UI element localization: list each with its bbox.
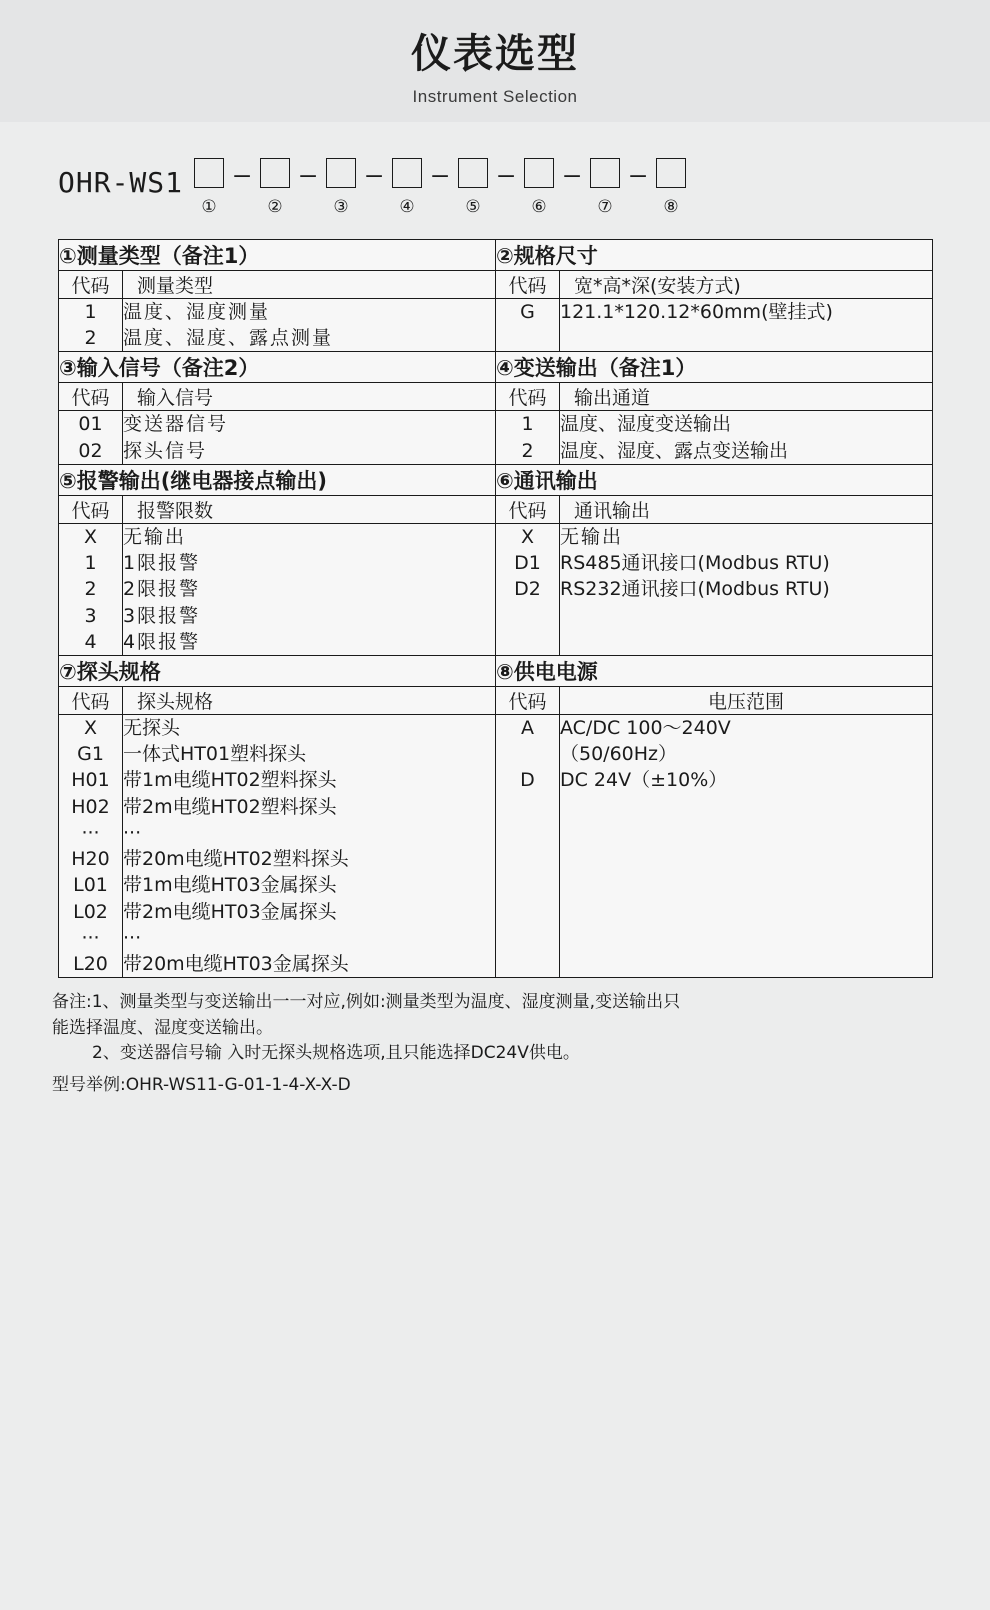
model-slot-number: ① (201, 197, 217, 217)
model-prefix: OHR-WS1 (58, 166, 184, 199)
code-list-7 (59, 714, 123, 977)
code-item: 2 (84, 327, 97, 350)
model-slot-box[interactable] (194, 158, 224, 188)
model-slot-box[interactable] (590, 158, 620, 188)
code-item: 4 (84, 630, 97, 653)
value-list-2 (560, 299, 933, 352)
code-item: 2 (84, 578, 97, 601)
table-row (59, 411, 933, 464)
section-title-5: ⑤报警输出(继电器接点输出) (59, 464, 496, 495)
table-row (59, 686, 933, 714)
code-list-3 (59, 411, 123, 464)
code-item: 1 (521, 413, 534, 436)
model-dash-7: – (630, 160, 646, 190)
model-dash-1: – (234, 160, 250, 190)
value-item: 温度、湿度、露点测量 (123, 327, 334, 350)
code-item: 01 (78, 413, 103, 436)
model-slot-2[interactable] (255, 158, 295, 217)
model-slot-number: ④ (399, 197, 415, 217)
value-list-4 (560, 411, 933, 464)
code-header-8: 代码 (496, 686, 560, 714)
page-subtitle: Instrument Selection (412, 87, 578, 106)
model-slot-1[interactable] (189, 158, 229, 217)
code-header-7: 代码 (59, 686, 123, 714)
code-item: D2 (514, 578, 541, 601)
code-item: 1 (84, 552, 97, 575)
value-header-3: 输入信号 (123, 383, 496, 411)
value-list-6 (560, 523, 933, 655)
value-list-1 (123, 299, 496, 352)
value-header-6: 通讯输出 (560, 495, 933, 523)
value-header-4: 输出通道 (560, 383, 933, 411)
model-example: 型号举例:OHR-WS11-G-01-1-4-X-X-D (52, 1074, 351, 1095)
value-item: 探头信号 (123, 439, 208, 462)
selection-table (58, 239, 933, 978)
value-item: 温度、湿度、露点变送输出 (560, 439, 789, 462)
value-item: DC 24V（±10%） (560, 769, 728, 792)
model-slot-box[interactable] (392, 158, 422, 188)
model-slot-6[interactable] (519, 158, 559, 217)
value-item: 4限报警 (123, 630, 201, 653)
model-slot-number: ② (267, 197, 283, 217)
code-item: 3 (84, 604, 97, 627)
model-slot-number: ⑤ (465, 197, 481, 217)
table-row (59, 271, 933, 299)
value-item: 带20m电缆HT03金属探头 (123, 952, 349, 975)
model-slot-7[interactable] (585, 158, 625, 217)
code-item: L02 (73, 900, 108, 923)
code-list-1 (59, 299, 123, 352)
page-title: 仪表选型 (411, 31, 579, 77)
value-item: RS485通讯接口(Modbus RTU) (560, 552, 830, 575)
code-header-1: 代码 (59, 271, 123, 299)
value-header-2: 宽*高*深(安装方式) (560, 271, 933, 299)
model-dash-2: – (300, 160, 316, 190)
value-header-1: 测量类型 (123, 271, 496, 299)
value-header-8: 电压范围 (560, 686, 933, 714)
model-slot-box[interactable] (656, 158, 686, 188)
code-list-2 (496, 299, 560, 352)
note-line-1: 备注:1、测量类型与变送输出一一对应,例如:测量类型为温度、湿度测量,变送输出只 (52, 992, 681, 1013)
value-header-7: 探头规格 (123, 686, 496, 714)
value-item: 带2m电缆HT02塑料探头 (123, 795, 337, 818)
model-slot-box[interactable] (524, 158, 554, 188)
section-title-8: ⑧供电电源 (496, 655, 933, 686)
value-item: 无输出 (560, 525, 624, 548)
value-item: 变送器信号 (123, 413, 229, 436)
model-slot-number: ⑧ (663, 197, 679, 217)
code-header-4: 代码 (496, 383, 560, 411)
code-header-6: 代码 (496, 495, 560, 523)
code-item: L20 (73, 952, 108, 975)
value-item: ··· (123, 821, 142, 844)
model-slot-3[interactable] (321, 158, 361, 217)
model-dash-3: – (366, 160, 382, 190)
note-line-2: 2、变送器信号输 入时无探头规格选项,且只能选择DC24V供电。 (92, 1043, 580, 1064)
value-item: 温度、湿度变送输出 (560, 413, 732, 436)
model-slot-box[interactable] (458, 158, 488, 188)
value-list-3 (123, 411, 496, 464)
table-row (59, 523, 933, 655)
code-item: 02 (78, 439, 103, 462)
value-item: 带1m电缆HT02塑料探头 (123, 769, 337, 792)
code-item: 2 (521, 439, 534, 462)
value-item: 1限报警 (123, 552, 201, 575)
code-item: H01 (71, 769, 110, 792)
code-list-4 (496, 411, 560, 464)
table-row (59, 383, 933, 411)
section-title-2: ②规格尺寸 (496, 240, 933, 271)
table-row (59, 464, 933, 495)
model-slot-box[interactable] (260, 158, 290, 188)
code-item: G1 (77, 743, 104, 766)
section-title-7: ⑦探头规格 (59, 655, 496, 686)
model-code-row (58, 158, 990, 217)
model-slot-4[interactable] (387, 158, 427, 217)
model-slot-box[interactable] (326, 158, 356, 188)
table-row (59, 299, 933, 352)
notes-block (52, 990, 942, 1098)
table-row (59, 352, 933, 383)
value-item: RS232通讯接口(Modbus RTU) (560, 578, 830, 601)
model-slot-8[interactable] (651, 158, 691, 217)
code-item: H20 (71, 848, 110, 871)
model-slot-number: ⑥ (531, 197, 547, 217)
value-header-5: 报警限数 (123, 495, 496, 523)
code-item: A (521, 716, 534, 739)
section-title-6: ⑥通讯输出 (496, 464, 933, 495)
table-row (59, 655, 933, 686)
value-item: 无探头 (123, 716, 181, 739)
code-item: D (520, 769, 535, 792)
code-header-2: 代码 (496, 271, 560, 299)
code-item: ··· (81, 926, 100, 949)
value-item: 无输出 (123, 525, 187, 548)
code-item: 1 (84, 301, 97, 323)
value-item: 2限报警 (123, 578, 201, 601)
code-header-5: 代码 (59, 495, 123, 523)
model-slot-number: ③ (333, 197, 349, 217)
table-row (59, 495, 933, 523)
model-slots (189, 158, 691, 217)
model-slot-5[interactable] (453, 158, 493, 217)
value-item: 121.1*120.12*60mm(壁挂式) (560, 301, 833, 323)
model-slot-number: ⑦ (597, 197, 613, 217)
value-item: 温度、湿度测量 (123, 301, 271, 323)
value-item: ··· (123, 926, 142, 949)
value-item: 带20m电缆HT02塑料探头 (123, 848, 349, 871)
code-list-6 (496, 523, 560, 655)
value-item: 带2m电缆HT03金属探头 (123, 900, 337, 923)
section-title-1: ①测量类型（备注1） (59, 240, 496, 271)
value-item: 带1m电缆HT03金属探头 (123, 874, 337, 897)
code-item: X (520, 525, 535, 548)
model-dash-5: – (498, 160, 514, 190)
model-dash-6: – (564, 160, 580, 190)
code-item: G (520, 301, 535, 323)
code-item: D1 (514, 552, 541, 575)
code-item: H02 (71, 795, 110, 818)
code-list-8 (496, 714, 560, 977)
code-item: X (83, 525, 98, 548)
code-item: ··· (81, 821, 100, 844)
section-title-3: ③输入信号（备注2） (59, 352, 496, 383)
note-line-1b: 能选择温度、湿度变送输出。 (52, 1017, 273, 1038)
value-item: （50/60Hz） (560, 743, 678, 766)
table-row (59, 714, 933, 977)
value-item: 一体式HT01塑料探头 (123, 743, 307, 766)
value-item: AC/DC 100～240V (560, 716, 731, 739)
code-item: L01 (73, 874, 108, 897)
code-list-5 (59, 523, 123, 655)
value-list-7 (123, 714, 496, 977)
value-item: 3限报警 (123, 604, 201, 627)
value-list-5 (123, 523, 496, 655)
table-row (59, 240, 933, 271)
section-title-4: ④变送输出（备注1） (496, 352, 933, 383)
code-item (496, 741, 559, 767)
code-item: X (83, 716, 98, 739)
code-header-3: 代码 (59, 383, 123, 411)
model-dash-4: – (432, 160, 448, 190)
page-header (0, 0, 990, 122)
value-list-8 (560, 714, 933, 977)
